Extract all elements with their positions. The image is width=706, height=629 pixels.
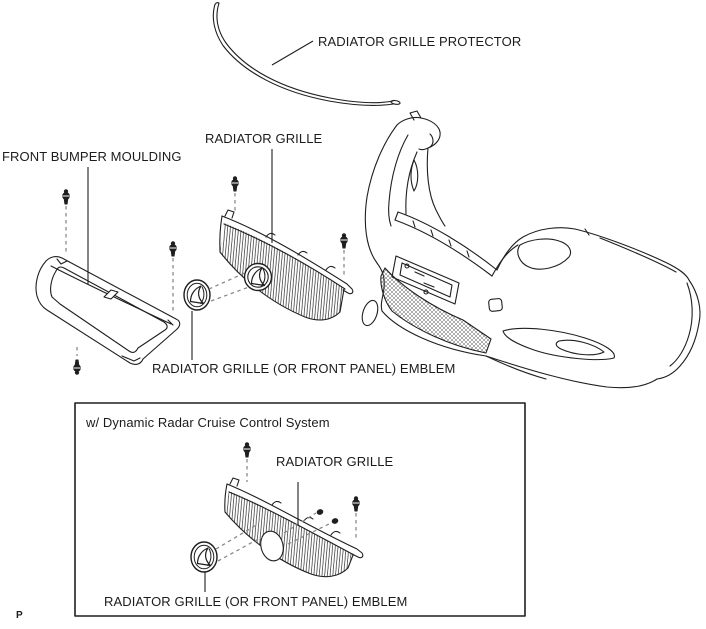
front-bumper-part — [359, 111, 700, 388]
label-front-bumper-moulding: FRONT BUMPER MOULDING — [2, 149, 182, 164]
screw-clip-icon — [170, 242, 177, 256]
label-radiator-grille-protector: RADIATOR GRILLE PROTECTOR — [318, 34, 522, 49]
inset-radiator-grille-part — [225, 478, 363, 577]
page-mark: P — [16, 610, 23, 621]
screw-clip-icon — [341, 234, 348, 248]
front-bumper-moulding-part — [36, 257, 180, 365]
screw-clip-icon — [353, 497, 360, 511]
lexus-emblem-icon — [184, 280, 210, 310]
screw-clip-icon — [63, 190, 70, 204]
label-radiator-grille-emblem: RADIATOR GRILLE (OR FRONT PANEL) EMBLEM — [152, 361, 456, 376]
radiator-grille-part — [220, 210, 353, 320]
inset-box-title: w/ Dynamic Radar Cruise Control System — [86, 415, 330, 430]
inset-label-radiator-grille-emblem: RADIATOR GRILLE (OR FRONT PANEL) EMBLEM — [104, 594, 408, 609]
lexus-emblem-icon — [191, 542, 217, 572]
radiator-grille-protector-part — [213, 3, 400, 106]
assembly-dashed-lines — [66, 193, 356, 561]
label-radiator-grille: RADIATOR GRILLE — [205, 131, 323, 146]
screw-clip-icon — [232, 177, 239, 191]
screw-clip-icon — [74, 360, 81, 374]
screw-clip-icon — [244, 443, 251, 457]
inset-label-radiator-grille: RADIATOR GRILLE — [276, 454, 394, 469]
inset-box — [75, 403, 525, 616]
lexus-emblem-icon — [245, 264, 272, 291]
